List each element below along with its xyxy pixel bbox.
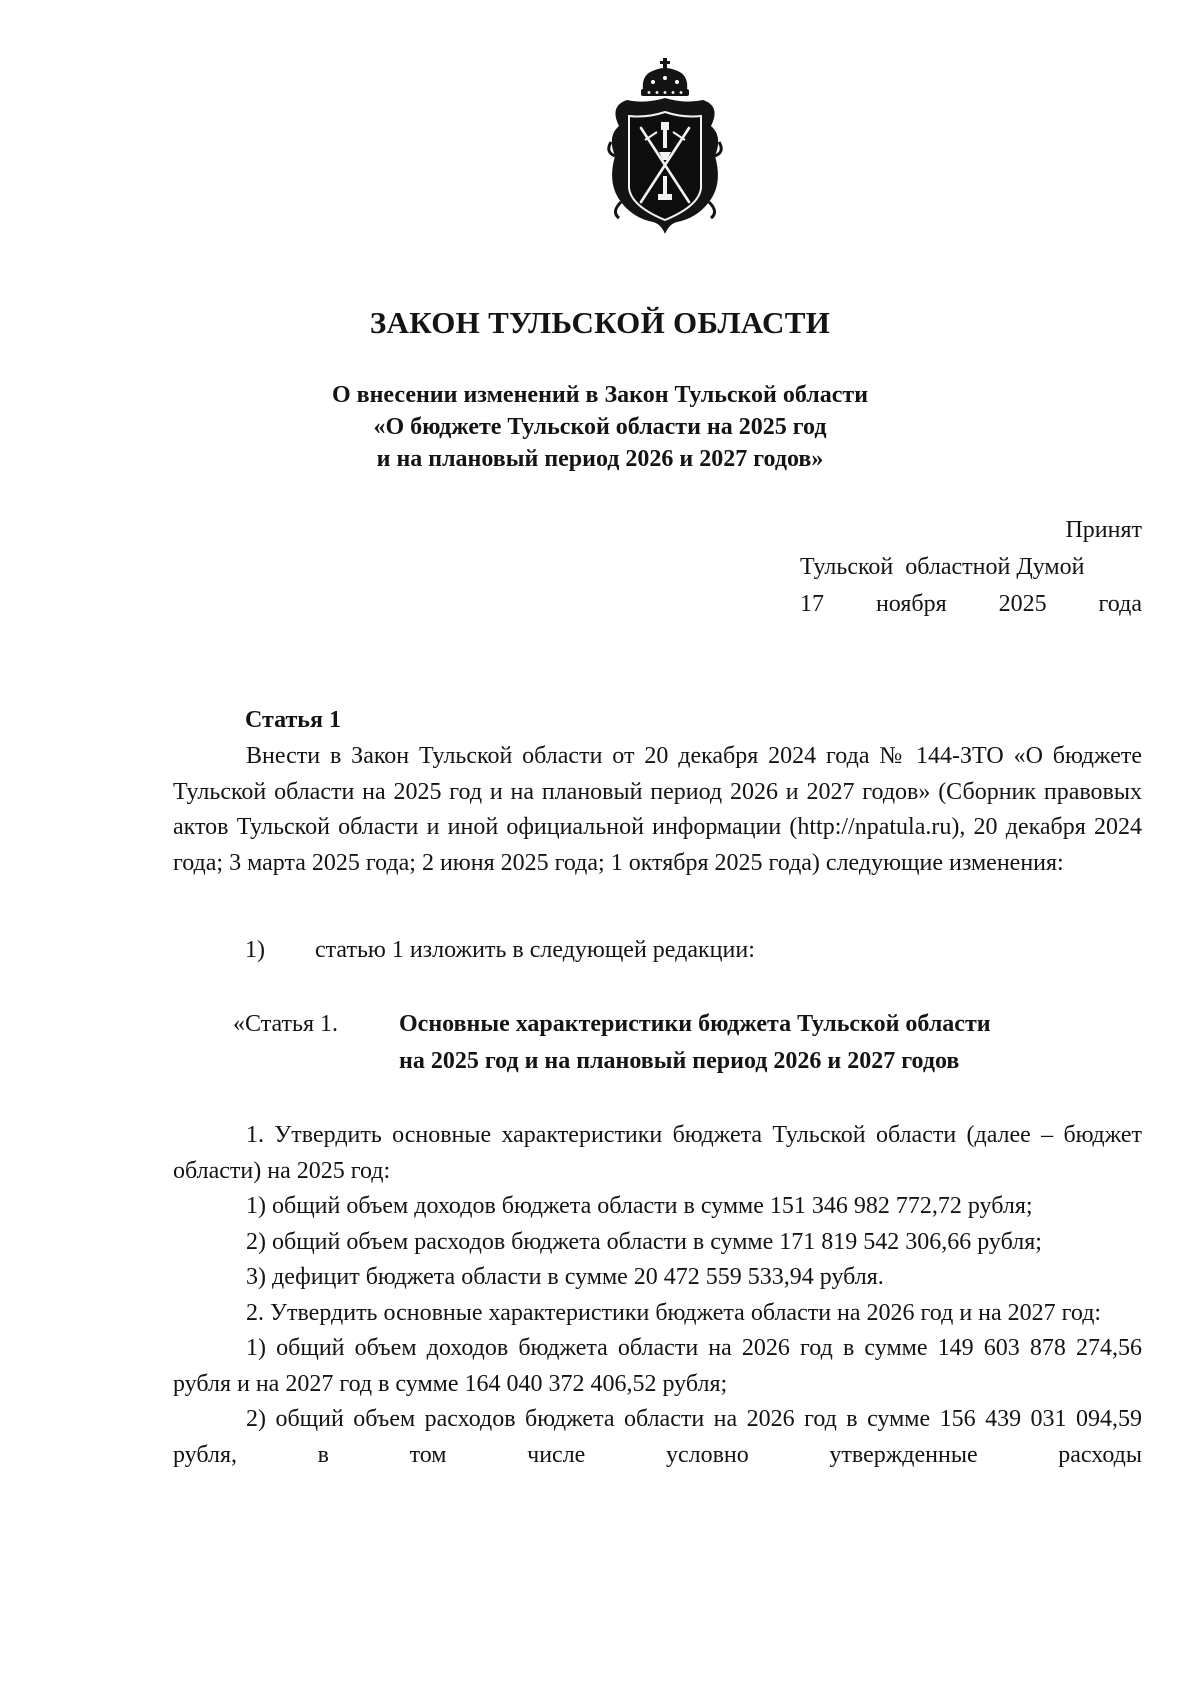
subtitle-line: «О бюджете Тульской области на 2025 год bbox=[373, 414, 827, 440]
paragraph: 2) общий объем расходов бюджета области на 2026 год в сумме 156 439 031 094,59 рубля, в том числе условно утвержденные расходы bbox=[173, 1406, 1142, 1468]
change-item-number: 1) bbox=[245, 937, 265, 963]
subtitle-line: О внесении изменений в Закон Тульской области bbox=[331, 382, 869, 408]
article1-body bbox=[173, 1118, 1142, 1473]
adoption-year: 2025 bbox=[998, 591, 1047, 617]
adoption-month: ноября bbox=[875, 591, 947, 617]
article1-title bbox=[399, 1006, 991, 1080]
paragraph: 1) общий объем доходов бюджета области на 2026 год в сумме 149 603 878 274,56 рубля и на 2027 год в сумме 164 040 372 406,52 рубля; bbox=[173, 1335, 1142, 1397]
change-item bbox=[245, 937, 755, 964]
paragraph: 1. Утвердить основные характеристики бюджета Тульской области (далее – бюджет области) на 2025 год: bbox=[173, 1122, 1142, 1184]
adoption-year-word: года bbox=[1098, 591, 1142, 617]
paragraph: 2. Утвердить основные характеристики бюджета области на 2026 год и на 2027 год: bbox=[246, 1299, 1102, 1326]
law-subtitle bbox=[0, 379, 1200, 475]
paragraph: 3) дефицит бюджета области в сумме 20 472 559 533,94 рубля. bbox=[246, 1264, 884, 1290]
article-intro: Внести в Закон Тульской области от 20 декабря 2024 года № 144-ЗТО «О бюджете Тульской области на 2025 год и на плановый период 2026 и 2027 годов» (Сборник правовых актов Тульской области и иной официальной информации (http://npatula.ru), 20 декабря 2024 года; 3 марта 2025 года; 2 июня 2025 года; 1 октября 2025 года) следующие изменения: bbox=[173, 743, 1142, 876]
paragraph: 2) общий объем расходов бюджета области в сумме 171 819 542 306,66 рубля; bbox=[246, 1228, 1042, 1255]
adopted-by: Тульской областной Думой bbox=[800, 554, 1085, 580]
article1-title-line: на 2025 год и на плановый период 2026 и 2027 годов bbox=[399, 1048, 960, 1074]
adoption-date bbox=[800, 586, 1142, 623]
article-intro-block bbox=[173, 739, 1142, 881]
article1-label: «Статья 1. bbox=[233, 1011, 338, 1037]
adoption-note bbox=[800, 512, 1142, 623]
change-item-text: статью 1 изложить в следующей редакции: bbox=[315, 937, 755, 963]
adoption-day: 17 bbox=[800, 591, 824, 617]
paragraph: 1) общий объем доходов бюджета области в сумме 151 346 982 772,72 рубля; bbox=[246, 1193, 1033, 1219]
article-heading: Статья 1 bbox=[245, 707, 341, 733]
law-title: ЗАКОН ТУЛЬСКОЙ ОБЛАСТИ bbox=[369, 305, 831, 340]
coat-of-arms-emblem bbox=[605, 56, 725, 238]
article1-title-line: Основные характеристики бюджета Тульской области bbox=[399, 1011, 991, 1037]
subtitle-line: и на плановый период 2026 и 2027 годов» bbox=[376, 446, 824, 472]
adopted-label: Принят bbox=[1065, 517, 1142, 543]
